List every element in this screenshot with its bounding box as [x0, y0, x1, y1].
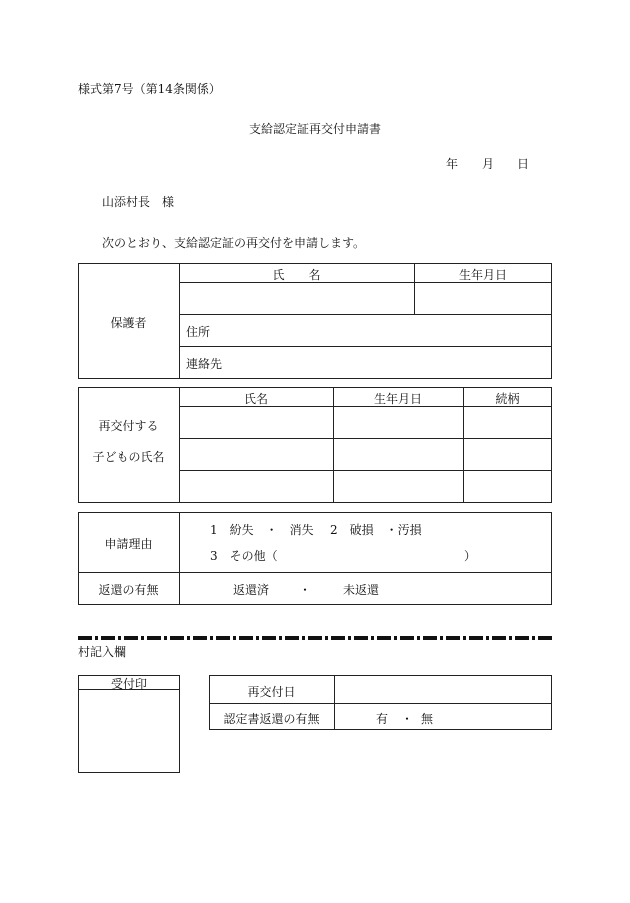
- cert-return-no: 無: [421, 712, 434, 726]
- children-birth-header: 生年月日: [373, 392, 422, 406]
- section-divider: [78, 636, 552, 640]
- return-returned: 返還済: [233, 583, 270, 597]
- cert-return-separator: ・: [401, 712, 414, 726]
- guardian-birth-header: 生年月日: [458, 268, 507, 282]
- stamp-label: 受付印: [110, 677, 147, 691]
- cert-return-yes: 有: [376, 712, 389, 726]
- addressee: 山添村長 様: [102, 195, 175, 209]
- reason-option-3-close: ）: [464, 549, 477, 563]
- children-label-line1: 再交付する: [98, 419, 159, 433]
- office-section-label: 村記入欄: [78, 645, 127, 659]
- return-label: 返還の有無: [98, 583, 159, 597]
- intro-text: 次のとおり、支給認定証の再交付を申請します。: [102, 236, 366, 250]
- form-title: 支給認定証再交付申請書: [248, 122, 381, 136]
- children-relation-header: 続柄: [495, 392, 520, 406]
- date-year: 年: [446, 157, 459, 171]
- form-number: 様式第7号（第14条関係）: [78, 82, 221, 96]
- reason-option-1: 1 紛失 ・ 消失: [210, 523, 314, 537]
- date-month: 月: [482, 157, 495, 171]
- children-label-line2: 子どもの氏名: [92, 450, 165, 464]
- reason-option-3: 3 その他（: [210, 549, 278, 563]
- return-not-returned: 未返還: [343, 583, 380, 597]
- guardian-name-header: 氏 名: [272, 268, 321, 282]
- guardian-label: 保護者: [110, 316, 147, 330]
- guardian-contact-label: 連絡先: [186, 357, 223, 371]
- children-name-header: 氏名: [243, 392, 268, 406]
- guardian-address-label: 住所: [186, 325, 211, 339]
- reissue-date-label: 再交付日: [247, 685, 296, 699]
- reason-label: 申請理由: [104, 537, 153, 551]
- reason-option-2: 2 破損 ・汚損: [330, 523, 422, 537]
- date-day: 日: [517, 157, 530, 171]
- cert-return-label: 認定書返還の有無: [223, 712, 320, 726]
- return-separator: ・: [299, 583, 312, 597]
